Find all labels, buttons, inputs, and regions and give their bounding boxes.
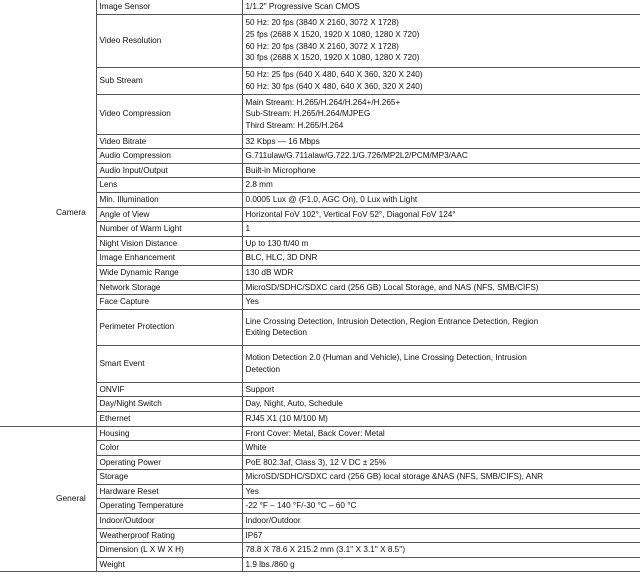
spec-row [0, 163, 640, 178]
spec-value [242, 514, 640, 529]
spec-value-line: White [245, 443, 267, 453]
spec-label: Video Bitrate [96, 134, 242, 149]
spec-label: Hardware Reset [96, 484, 242, 499]
spec-value-line: 50 Hz: 25 fps (640 X 480, 640 X 360, 320 X 240) [245, 70, 423, 79]
spec-value [242, 251, 640, 266]
spec-row [0, 280, 640, 295]
spec-value-line: Horizontal FoV 102°, Vertical FoV 52°, Diagonal FoV 124° [245, 209, 456, 219]
spec-value-line: 0.0005 Lux @ (F1.0, AGC On), 0 Lux with Light [245, 194, 418, 204]
spec-value-line: 78.8 X 78.6 X 215.2 mm (3.1'' X 3.1'' X 8.5'') [245, 545, 406, 555]
spec-value-line: Front Cover: Metal, Back Cover: Metal [245, 428, 385, 438]
spec-row [0, 309, 640, 345]
spec-row [0, 382, 640, 397]
spec-label: Storage [96, 470, 242, 485]
spec-value [242, 557, 640, 572]
spec-value-line: Detection [245, 364, 281, 374]
spec-row [0, 14, 640, 67]
spec-label: Network Storage [96, 280, 242, 295]
spec-value-line: G.711ulaw/G.711alaw/G.722.1/G.726/MP2L2/PCM/MP3/AAC [245, 151, 468, 161]
spec-row [0, 484, 640, 499]
spec-value-line: BLC, HLC, 3D DNR [245, 253, 318, 263]
spec-value-line: Main Stream: H.265/H.264/H.264+/H.265+ [245, 97, 401, 107]
spec-value-line: 25 fps (2688 X 1520, 1920 X 1080, 1280 X 720) [245, 30, 420, 39]
spec-label: Sub Stream [96, 67, 242, 94]
spec-row [0, 557, 640, 572]
spec-label: Audio Input/Output [96, 163, 242, 178]
spec-row [0, 222, 640, 237]
spec-label: Audio Compression [96, 149, 242, 164]
spec-value-line: Indoor/Outdoor [245, 516, 301, 526]
spec-label: Night Vision Distance [96, 236, 242, 251]
spec-value-line: 30 fps (2688 X 1520, 1920 X 1080, 1280 X 720) [245, 53, 420, 63]
spec-value-line: Yes [245, 297, 259, 307]
spec-value-line: Line Crossing Detection, Intrusion Detection, Region Entrance Detection, Region [245, 316, 539, 326]
spec-label: Image Enhancement [96, 251, 242, 266]
spec-value-line: -22 °F – 140 °F/-30 °C – 60 °C [245, 501, 357, 511]
spec-value [242, 222, 640, 237]
spec-value-line: 32 Kbps — 16 Mbps [245, 136, 320, 146]
spec-label: Face Capture [96, 295, 242, 310]
spec-value-line: Day, Night, Auto, Schedule [245, 399, 343, 409]
spec-value [242, 382, 640, 397]
spec-value-line: 60 Hz: 30 fps (640 X 480, 640 X 360, 320 X 240) [245, 81, 423, 91]
spec-row [0, 295, 640, 310]
spec-label: Video Compression [96, 94, 242, 134]
spec-row [0, 441, 640, 456]
spec-label: ONVIF [96, 382, 242, 397]
spec-row [0, 207, 640, 222]
spec-label: Indoor/Outdoor [96, 514, 242, 529]
spec-value-line: 60 Hz: 20 fps (3840 X 2160, 3072 X 1728) [245, 41, 399, 51]
spec-label: Image Sensor [96, 0, 242, 14]
spec-row [0, 426, 640, 441]
spec-value [242, 484, 640, 499]
spec-label: Ethernet [96, 411, 242, 426]
spec-row [0, 397, 640, 412]
spec-value-line: Motion Detection 2.0 (Human and Vehicle), Line Crossing Detection, Intrusion [245, 353, 527, 363]
spec-value-line: 50 Hz: 20 fps (3840 X 2160, 3072 X 1728) [245, 18, 399, 28]
spec-value-line: Yes [245, 486, 259, 496]
spec-row [0, 528, 640, 543]
spec-value-line: RJ45 X1 (10 M/100 M) [245, 413, 328, 423]
spec-value-line: IP67 [245, 530, 263, 540]
spec-value-line: Built-in Microphone [245, 165, 316, 175]
spec-value [242, 94, 640, 134]
spec-label: Angle of View [96, 207, 242, 222]
spec-value-line: 1/1.2" Progressive Scan CMOS [245, 2, 360, 11]
spec-value-line: Support [245, 384, 275, 394]
spec-value [242, 411, 640, 426]
spec-row [0, 192, 640, 207]
spec-value-line: MicroSD/SDHC/SDXC card (256 GB) Local Storage, and NAS (NFS, SMB/CIFS) [245, 282, 539, 292]
spec-value [242, 265, 640, 280]
spec-value [242, 295, 640, 310]
spec-row [0, 178, 640, 193]
spec-value [242, 149, 640, 164]
spec-label: Operating Temperature [96, 499, 242, 514]
spec-row [0, 251, 640, 266]
group-label: Camera [0, 0, 96, 426]
spec-label: Operating Power [96, 455, 242, 470]
spec-row [0, 411, 640, 426]
spec-label: Wide Dynamic Range [96, 265, 242, 280]
spec-row [0, 265, 640, 280]
spec-value-line: Up to 130 ft/40 m [245, 238, 309, 248]
spec-value [242, 470, 640, 485]
spec-value [242, 207, 640, 222]
spec-label: Lens [96, 178, 242, 193]
spec-value [242, 192, 640, 207]
spec-value [242, 0, 640, 14]
spec-value [242, 499, 640, 514]
spec-label: Day/Night Switch [96, 397, 242, 412]
spec-value [242, 441, 640, 456]
spec-value-line: 1 [245, 224, 251, 234]
spec-value [242, 67, 640, 94]
spec-value [242, 163, 640, 178]
spec-value-line: PoE 802.3af, Class 3), 12 V DC ± 25% [245, 457, 387, 467]
spec-label: Smart Event [96, 345, 242, 382]
spec-label: Min. Illumination [96, 192, 242, 207]
spec-label: Video Resolution [96, 14, 242, 67]
group-label: General [0, 426, 96, 572]
spec-value [242, 528, 640, 543]
spec-row [0, 345, 640, 382]
spec-value-line: 130 dB WDR [245, 267, 294, 277]
spec-row [0, 94, 640, 134]
spec-row [0, 67, 640, 94]
spec-value [242, 309, 640, 345]
spec-row [0, 499, 640, 514]
spec-value-line: 1.9 lbs./860 g [245, 559, 295, 569]
spec-row [0, 0, 640, 14]
spec-label: Color [96, 441, 242, 456]
spec-value-line: Third Stream: H.265/H.264 [245, 120, 344, 130]
spec-row [0, 514, 640, 529]
spec-value [242, 345, 640, 382]
spec-row [0, 470, 640, 485]
spec-row [0, 543, 640, 558]
spec-value [242, 134, 640, 149]
spec-label: Perimeter Protection [96, 309, 242, 345]
spec-row [0, 134, 640, 149]
spec-value-line: MicroSD/SDHC/SDXC card (256 GB) local storage &NAS (NFS, SMB/CIFS), ANR [245, 472, 544, 482]
spec-value [242, 397, 640, 412]
spec-row [0, 455, 640, 470]
spec-value [242, 543, 640, 558]
spec-label: Weight [96, 557, 242, 572]
spec-row [0, 236, 640, 251]
spec-value [242, 426, 640, 441]
spec-value [242, 455, 640, 470]
spec-label: Housing [96, 426, 242, 441]
spec-row [0, 149, 640, 164]
spec-value [242, 14, 640, 67]
spec-label: Weatherproof Rating [96, 528, 242, 543]
spec-value-line: Exiting Detection [245, 328, 307, 338]
spec-label: Number of Warm Light [96, 222, 242, 237]
spec-value [242, 178, 640, 193]
spec-value [242, 280, 640, 295]
spec-value-line: Sub-Stream: H.265/H.264/MJPEG [245, 109, 371, 119]
spec-value-line: 2.8 mm [245, 180, 273, 190]
spec-label: Dimension (L X W X H) [96, 543, 242, 558]
spec-value [242, 236, 640, 251]
